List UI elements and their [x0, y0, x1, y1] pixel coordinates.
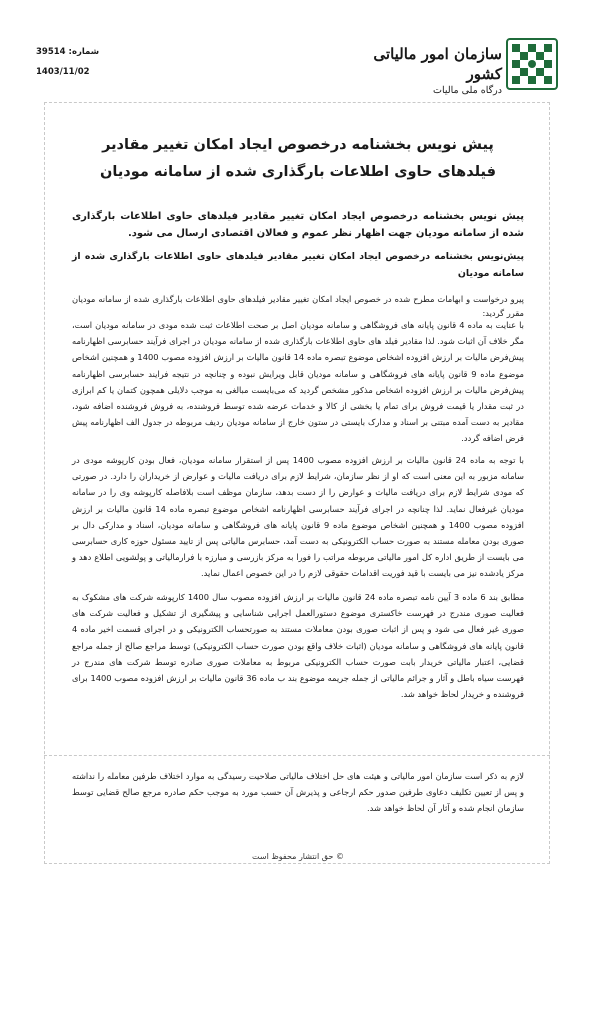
organization-name-block [352, 44, 502, 98]
copyright-notice: © حق انتشار محفوظ است [252, 852, 344, 861]
letterhead [0, 0, 600, 100]
intro-paragraph: پیرو درخواست و ابهامات مطرح شده در خصوص ایجاد امکان تغییر مقادیر فیلدهای حاوی اطلاعات بارگذاری شده از سامانه مودیان مقرر گردید: [72, 294, 524, 318]
organization-logo-icon [506, 38, 558, 90]
number-value: 39514 [36, 47, 66, 57]
document-date: 1403/11/02 [36, 67, 90, 77]
body-paragraph-1: با عنایت به ماده 4 قانون پایانه های فروشگاهی و سامانه مودیان اصل بر صحت اطلاعات ثبت شده مودی در سامانه مودیان است، مگر خلاف آن اثبات شود. لذا مقادیر فیلد های حاوی اطلاعات بارگذاری شده از سامانه مودیان در اجرای فرآیند حسابرسی اظهارنامه پیش‌فرض مالیات بر ارزش افزوده اشخاص موضوع تبصره ماده 14 قانون مالیات بر ارزش افزوده مصوب 1400 و همچنین اشخاص موضوع ماده 9 قانون پایانه های فروشگاهی و سامانه مودیان قابل ویرایش نبوده و چنانچه در نتیجه فرایند حسابرسی اظهارنامه پیش‌فرض مالیات بر ارزش افزوده اشخاص مذکور مشخص گردید که می‌بایست مبالغی به موجب دلایلی همچون کتمان یا کم ابرازی در ثبت مقدار یا قیمت فروش برای تمام یا بخشی از کالا و خدمات عرضه شده توسط فروشنده، به فروش فروشنده اضافه شود، مقادیر به دست آمده مبتنی بر اسناد و مدارک بایستی در ستون خارج از سامانه مودیان ردیف مربوطه در جدول الف اظهارنامه پیش فرض اضافه گردد. [72, 320, 524, 444]
body-paragraph-4: لازم به ذکر است سازمان امور مالیاتی و هیئت های حل اختلاف مالیاتی صلاحیت رسیدگی به موارد اختلاف طرفین معامله را نداشته و پس از تعیین تکلیف دعاوی طرفین صدور حکم ارجاعی و پذیرش آن حسب مورد به موجب حکم صادره مرجع صالح قضایی توسط سازمان انجام شده و آثار آن لحاظ خواهد شد. [72, 771, 524, 814]
organization-subtitle: درگاه ملی مالیات [433, 85, 502, 96]
lead-paragraph: پیش نویس بخشنامه درخصوص ایجاد امکان تغییر مقادیر فیلدهای حاوی اطلاعات بارگذاری شده از سامانه مودیان جهت اظهار نظر عموم و فعالان اقتصادی ارسال می شود. [72, 211, 524, 239]
organization-name: سازمان امور مالیاتی کشور [373, 45, 502, 83]
page-title: پیش نویس بخشنامه درخصوص ایجاد امکان تغییر مقادیر فیلدهای حاوی اطلاعات بارگذاری شده از سامانه مودیان [100, 137, 496, 180]
document-number [36, 42, 99, 62]
body-paragraph-2: با توجه به ماده 24 قانون مالیات بر ارزش افزوده مصوب 1400 پس از استقرار سامانه مودیان، فعال بودن کارپوشه مودی در سامانه مزبور به این معنی است که او از نظر سازمان، شرایط لازم برای دریافت مالیات و عوارض از خریداران را دارد. در صورتی که مودی شرایط لازم برای دریافت مالیات و عوارض را از دست بدهد، سازمان موظف است بلافاصله کارپوشه وی را در سامانه مودیان غیرفعال نماید. لذا چنانچه در اجرای فرآیند حسابرسی اظهارنامه اشخاص موضوع تبصره ماده 14 قانون مالیات بر ارزش افزوده مصوب 1400 و همچنین اشخاص موضوع ماده 9 قانون پایانه های فروشگاهی و سامانه مودیان، اسناد و مدارکی دال بر صوری بودن معامله مستند به صورت حساب الکترونیکی به دست آمد، حسابرس مالیاتی پس از تایید مسئول حوزه کاری حسابرسی می بایست از طریق اداره کل امور مالیاتی مربوطه مراتب را فورا به مرکز بازرسی و مبارزه با فرارمالیاتی و پولشویی اطلاع دهد و مرکز یادشده نیز می بایست با قید فوریت اقدامات حقوقی لازم را در این خصوص اعمال نماید. [72, 455, 524, 579]
section-divider [44, 755, 550, 756]
circular-subject: پیش‌نویس بخشنامه درخصوص ایجاد امکان تغییر مقادیر فیلدهای حاوی اطلاعات بارگذاری شده از سامانه مودیان [72, 251, 524, 279]
body-paragraph-3: مطابق بند 6 ماده 3 آیین نامه تبصره ماده 24 قانون مالیات بر ارزش افزوده مصوب سال 1400 کارپوشه شرکت های مشکوک به فعالیت صوری مندرج در فهرست خاکستری موضوع دستورالعمل اجرایی شناسایی و پیشگیری از تشکیل و فعالیت شرکت های صوری غیر فعال می شود و پس از اثبات صوری بودن معاملات مستند به صورتحساب الکترونیکی و در اجرای قسمت اخیر ماده 4 قانون پایانه های فروشگاهی و سامانه مودیان (اثبات خلاف واقع بودن صورت حساب الکترونیکی) توسط مراجع صالح از جمله مراجع قضایی، اعتبار مالیاتی خریدار بابت صورت حساب الکترونیکی مربوط به معاملات صوری صادره توسط شرکت های مندرج در فهرست سیاه باطل و آثار و جرائم مالیاتی از جمله جریمه موضوع بند ب ماده 36 قانون مالیات بر ارزش افزوده مصوب 1400 برای فروشنده و خریدار لحاظ خواهد شد. [72, 592, 525, 700]
number-label: شماره: [68, 47, 100, 57]
document-meta [36, 42, 99, 82]
